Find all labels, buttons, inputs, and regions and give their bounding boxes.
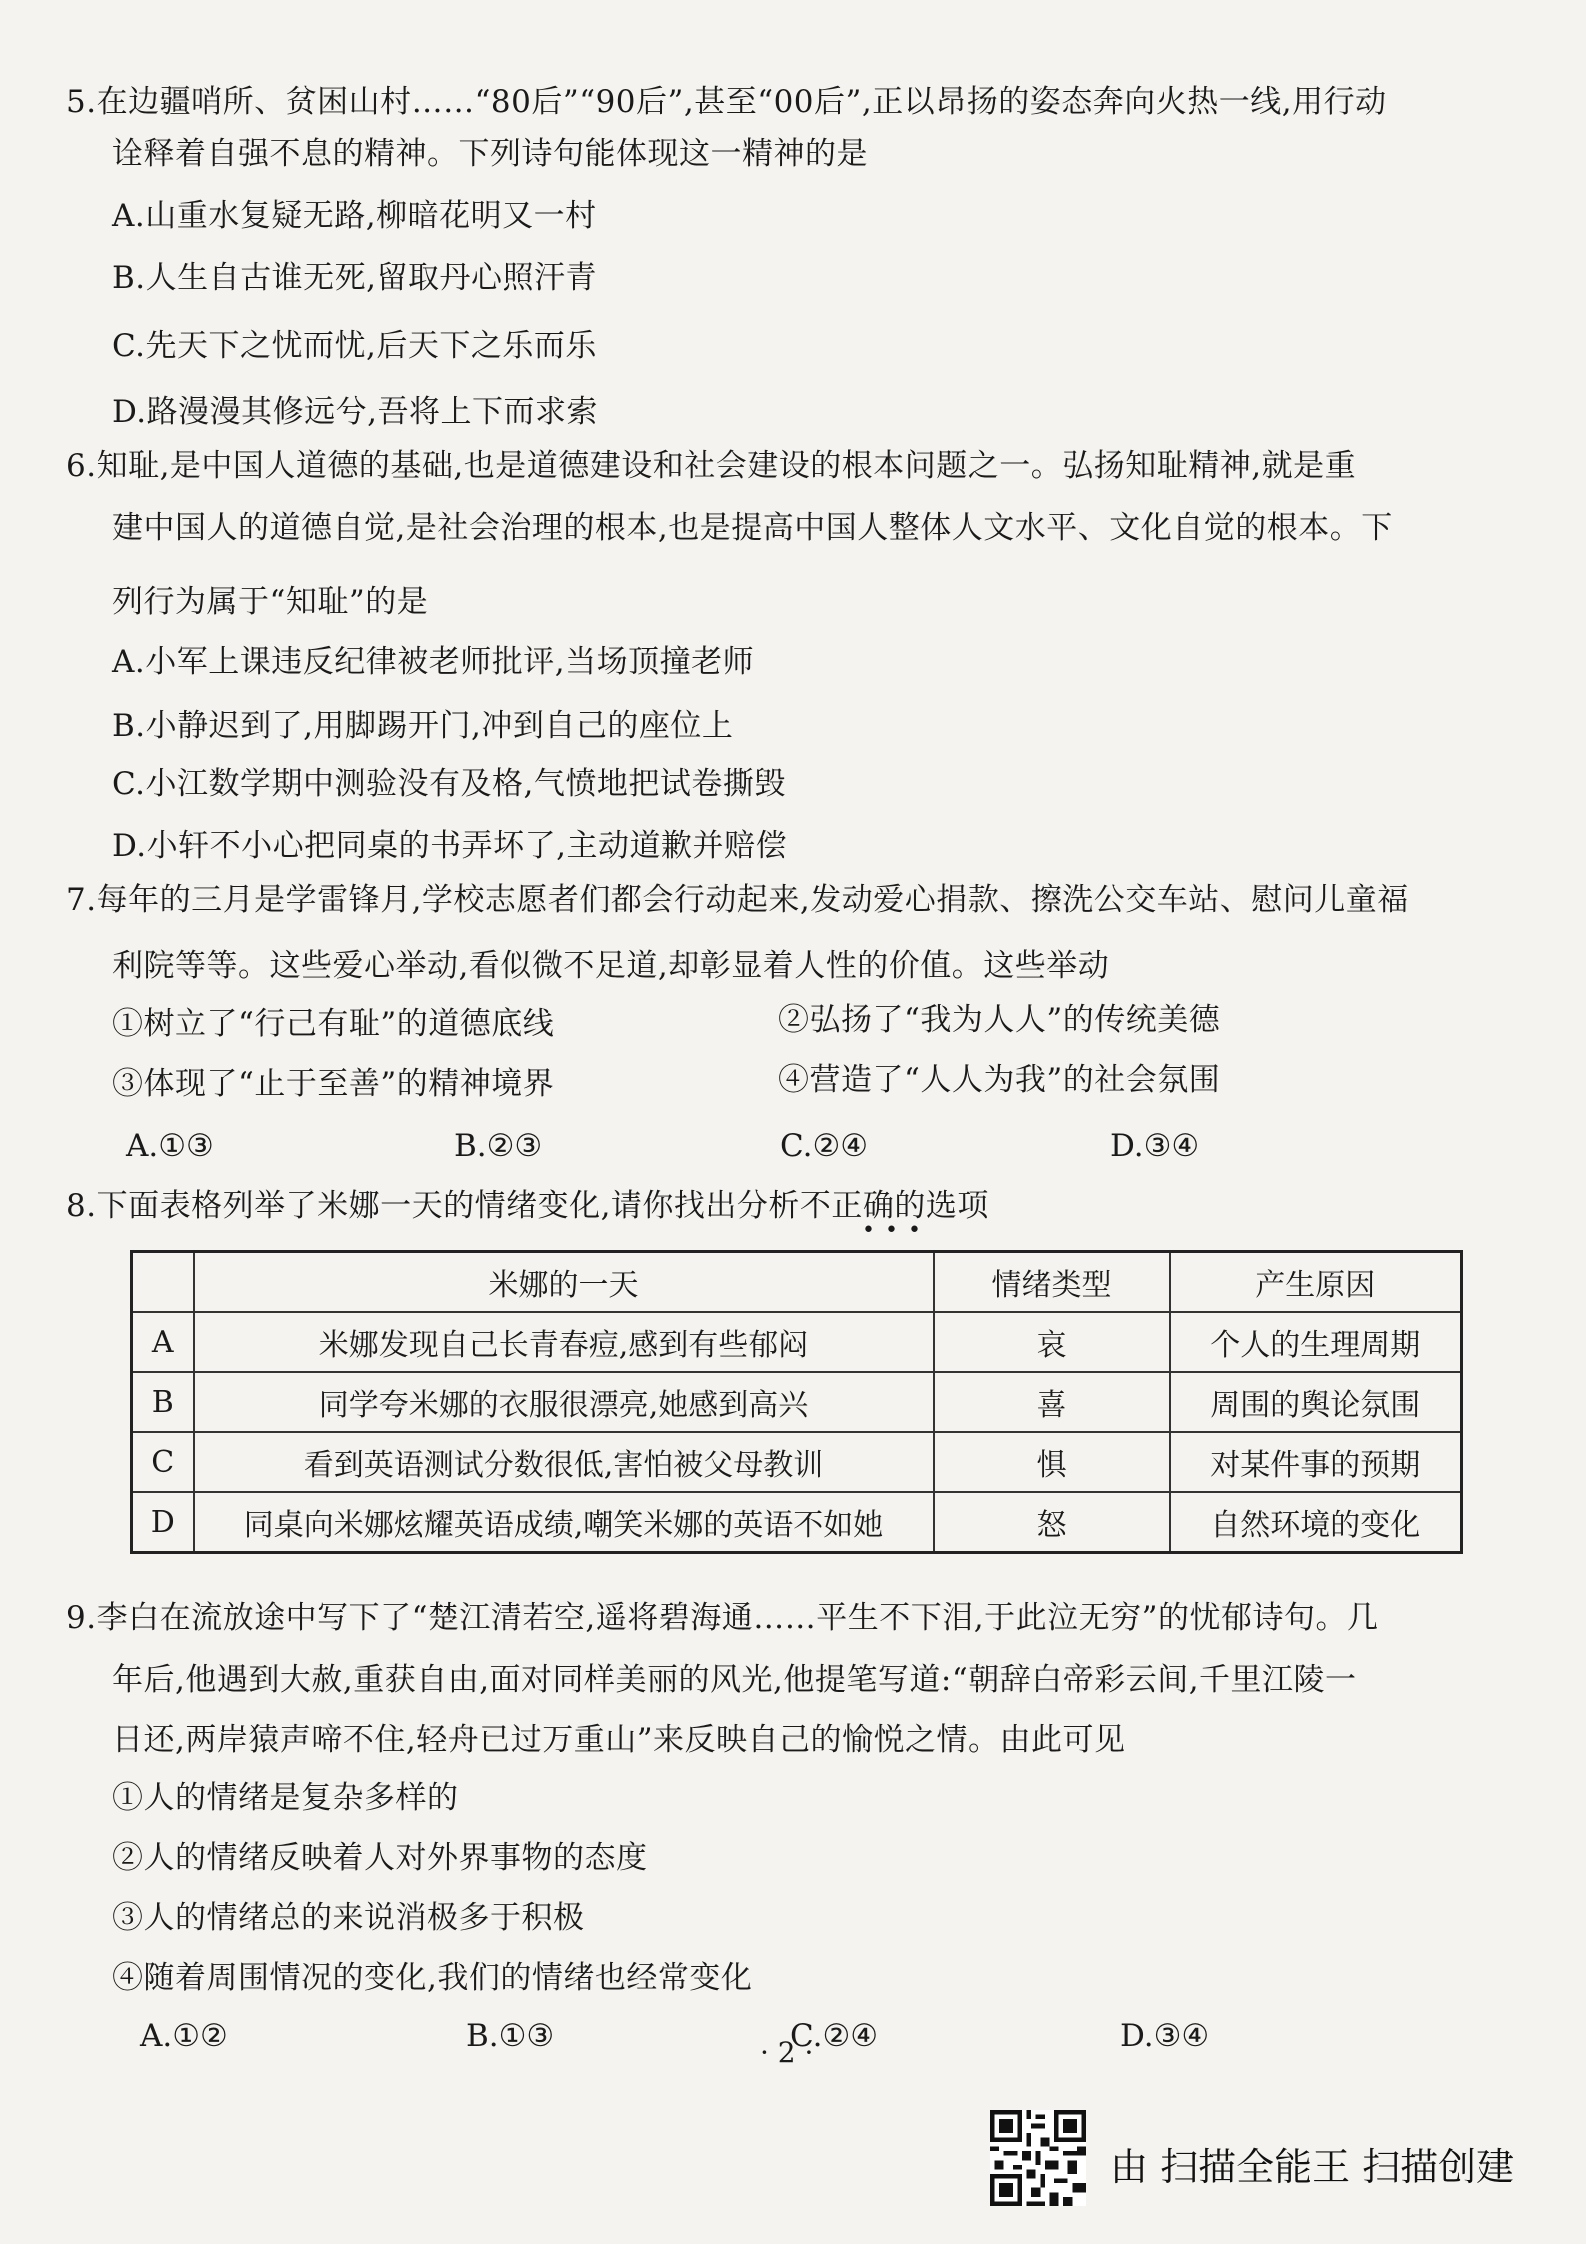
q6-option-b: B.小静迟到了,用脚踢开门,冲到自己的座位上 — [112, 708, 734, 744]
q7-statement-1: ①树立了“行己有耻”的道德底线 — [112, 1006, 555, 1042]
table-header-type: 情绪类型 — [934, 1252, 1170, 1313]
table-cell-emotion: 喜 — [934, 1372, 1170, 1432]
table-cell-event: 米娜发现自己长青春痘,感到有些郁闷 — [194, 1312, 934, 1372]
q9-choice-c: C.②④ — [790, 2018, 879, 2054]
q9-statement-2: ②人的情绪反映着人对外界事物的态度 — [112, 1840, 648, 1876]
q7-statement-2: ②弘扬了“我为人人”的传统美德 — [778, 1002, 1221, 1038]
q9-statement-3: ③人的情绪总的来说消极多于积极 — [112, 1900, 585, 1936]
table-cell-cause: 周围的舆论氛围 — [1170, 1372, 1462, 1432]
q7-line2: 利院等等。这些爱心举动,看似微不足道,却彰显着人性的价值。这些举动 — [112, 948, 1110, 984]
q9-line1: 9.李白在流放途中写下了“楚江清若空,遥将碧海通……平生不下泪,于此泣无穷”的忧郁诗句。几 — [66, 1600, 1379, 1636]
q9-line2: 年后,他遇到大赦,重获自由,面对同样美丽的风光,他提笔写道:“朝辞白帝彩云间,千里江陵一 — [112, 1662, 1357, 1698]
page-number: · 2 · — [760, 2036, 814, 2069]
table-cell-label: B — [132, 1372, 194, 1432]
q7-statement-4: ④营造了“人人为我”的社会氛围 — [778, 1062, 1221, 1098]
q7-line1: 7.每年的三月是学雷锋月,学校志愿者们都会行动起来,发动爱心捐款、擦洗公交车站、慰问儿童福 — [66, 882, 1409, 918]
table-header-cause: 产生原因 — [1170, 1252, 1462, 1313]
q9-statement-4: ④随着周围情况的变化,我们的情绪也经常变化 — [112, 1960, 753, 1996]
table-cell-label: C — [132, 1432, 194, 1492]
table-cell-cause: 对某件事的预期 — [1170, 1432, 1462, 1492]
q6-option-a: A.小军上课违反纪律被老师批评,当场顶撞老师 — [112, 644, 755, 680]
q7-statement-3: ③体现了“止于至善”的精神境界 — [112, 1066, 555, 1102]
q6-option-c: C.小江数学期中测验没有及格,气愤地把试卷撕毁 — [112, 766, 786, 802]
q9-line3: 日还,两岸猿声啼不住,轻舟已过万重山”来反映自己的愉悦之情。由此可见 — [112, 1722, 1126, 1758]
table-cell-emotion: 惧 — [934, 1432, 1170, 1492]
q7-choice-a: A.①③ — [126, 1128, 214, 1164]
q9-choice-b: B.①③ — [466, 2018, 555, 2054]
table-row — [132, 1312, 1462, 1372]
q9-choice-a: A.①② — [140, 2018, 228, 2054]
q9-statement-1: ①人的情绪是复杂多样的 — [112, 1780, 459, 1816]
q7-choice-c: C.②④ — [780, 1128, 869, 1164]
q5-option-b: B.人生自古谁无死,留取丹心照汗青 — [112, 260, 597, 296]
table-cell-cause: 个人的生理周期 — [1170, 1312, 1462, 1372]
table-row — [132, 1492, 1462, 1553]
table-header-blank — [132, 1252, 194, 1313]
table-cell-emotion: 哀 — [934, 1312, 1170, 1372]
q5-line2: 诠释着自强不息的精神。下列诗句能体现这一精神的是 — [112, 136, 868, 172]
emphasis-dots: ••• — [862, 1218, 931, 1243]
emotion-table — [130, 1250, 1463, 1554]
scanner-footer — [990, 2110, 1550, 2220]
table-cell-label: A — [132, 1312, 194, 1372]
q8-line1: 8.下面表格列举了米娜一天的情绪变化,请你找出分析不正确的选项 — [66, 1188, 989, 1224]
table-cell-event: 同学夸米娜的衣服很漂亮,她感到高兴 — [194, 1372, 934, 1432]
q7-choice-d: D.③④ — [1110, 1128, 1200, 1164]
qr-code-icon — [990, 2110, 1086, 2206]
table-cell-label: D — [132, 1492, 194, 1553]
q5-option-d: D.路漫漫其修远兮,吾将上下而求索 — [112, 394, 598, 430]
table-cell-event: 同桌向米娜炫耀英语成绩,嘲笑米娜的英语不如她 — [194, 1492, 934, 1553]
q5-option-a: A.山重水复疑无路,柳暗花明又一村 — [112, 198, 597, 234]
table-header-day: 米娜的一天 — [194, 1252, 934, 1313]
q6-line1: 6.知耻,是中国人道德的基础,也是道德建设和社会建设的根本问题之一。弘扬知耻精神,就是重 — [66, 448, 1357, 484]
table-cell-event: 看到英语测试分数很低,害怕被父母教训 — [194, 1432, 934, 1492]
q6-line3: 列行为属于“知耻”的是 — [112, 584, 429, 620]
table-row — [132, 1432, 1462, 1492]
q5-option-c: C.先天下之忧而忧,后天下之乐而乐 — [112, 328, 597, 364]
q7-choice-b: B.②③ — [454, 1128, 543, 1164]
q5-line1: 5.在边疆哨所、贫困山村……“80后”“90后”,甚至“00后”,正以昂扬的姿态奔向火热一线,用行动 — [66, 84, 1387, 120]
q6-line2: 建中国人的道德自觉,是社会治理的根本,也是提高中国人整体人文水平、文化自觉的根本。下 — [112, 510, 1393, 546]
q9-choice-d: D.③④ — [1120, 2018, 1210, 2054]
table-header-row — [132, 1252, 1462, 1313]
table-row — [132, 1372, 1462, 1432]
scanner-credit-text: 由 扫描全能王 扫描创建 — [1110, 2145, 1515, 2189]
table-cell-cause: 自然环境的变化 — [1170, 1492, 1462, 1553]
q6-option-d: D.小轩不小心把同桌的书弄坏了,主动道歉并赔偿 — [112, 828, 787, 864]
table-cell-emotion: 怒 — [934, 1492, 1170, 1553]
